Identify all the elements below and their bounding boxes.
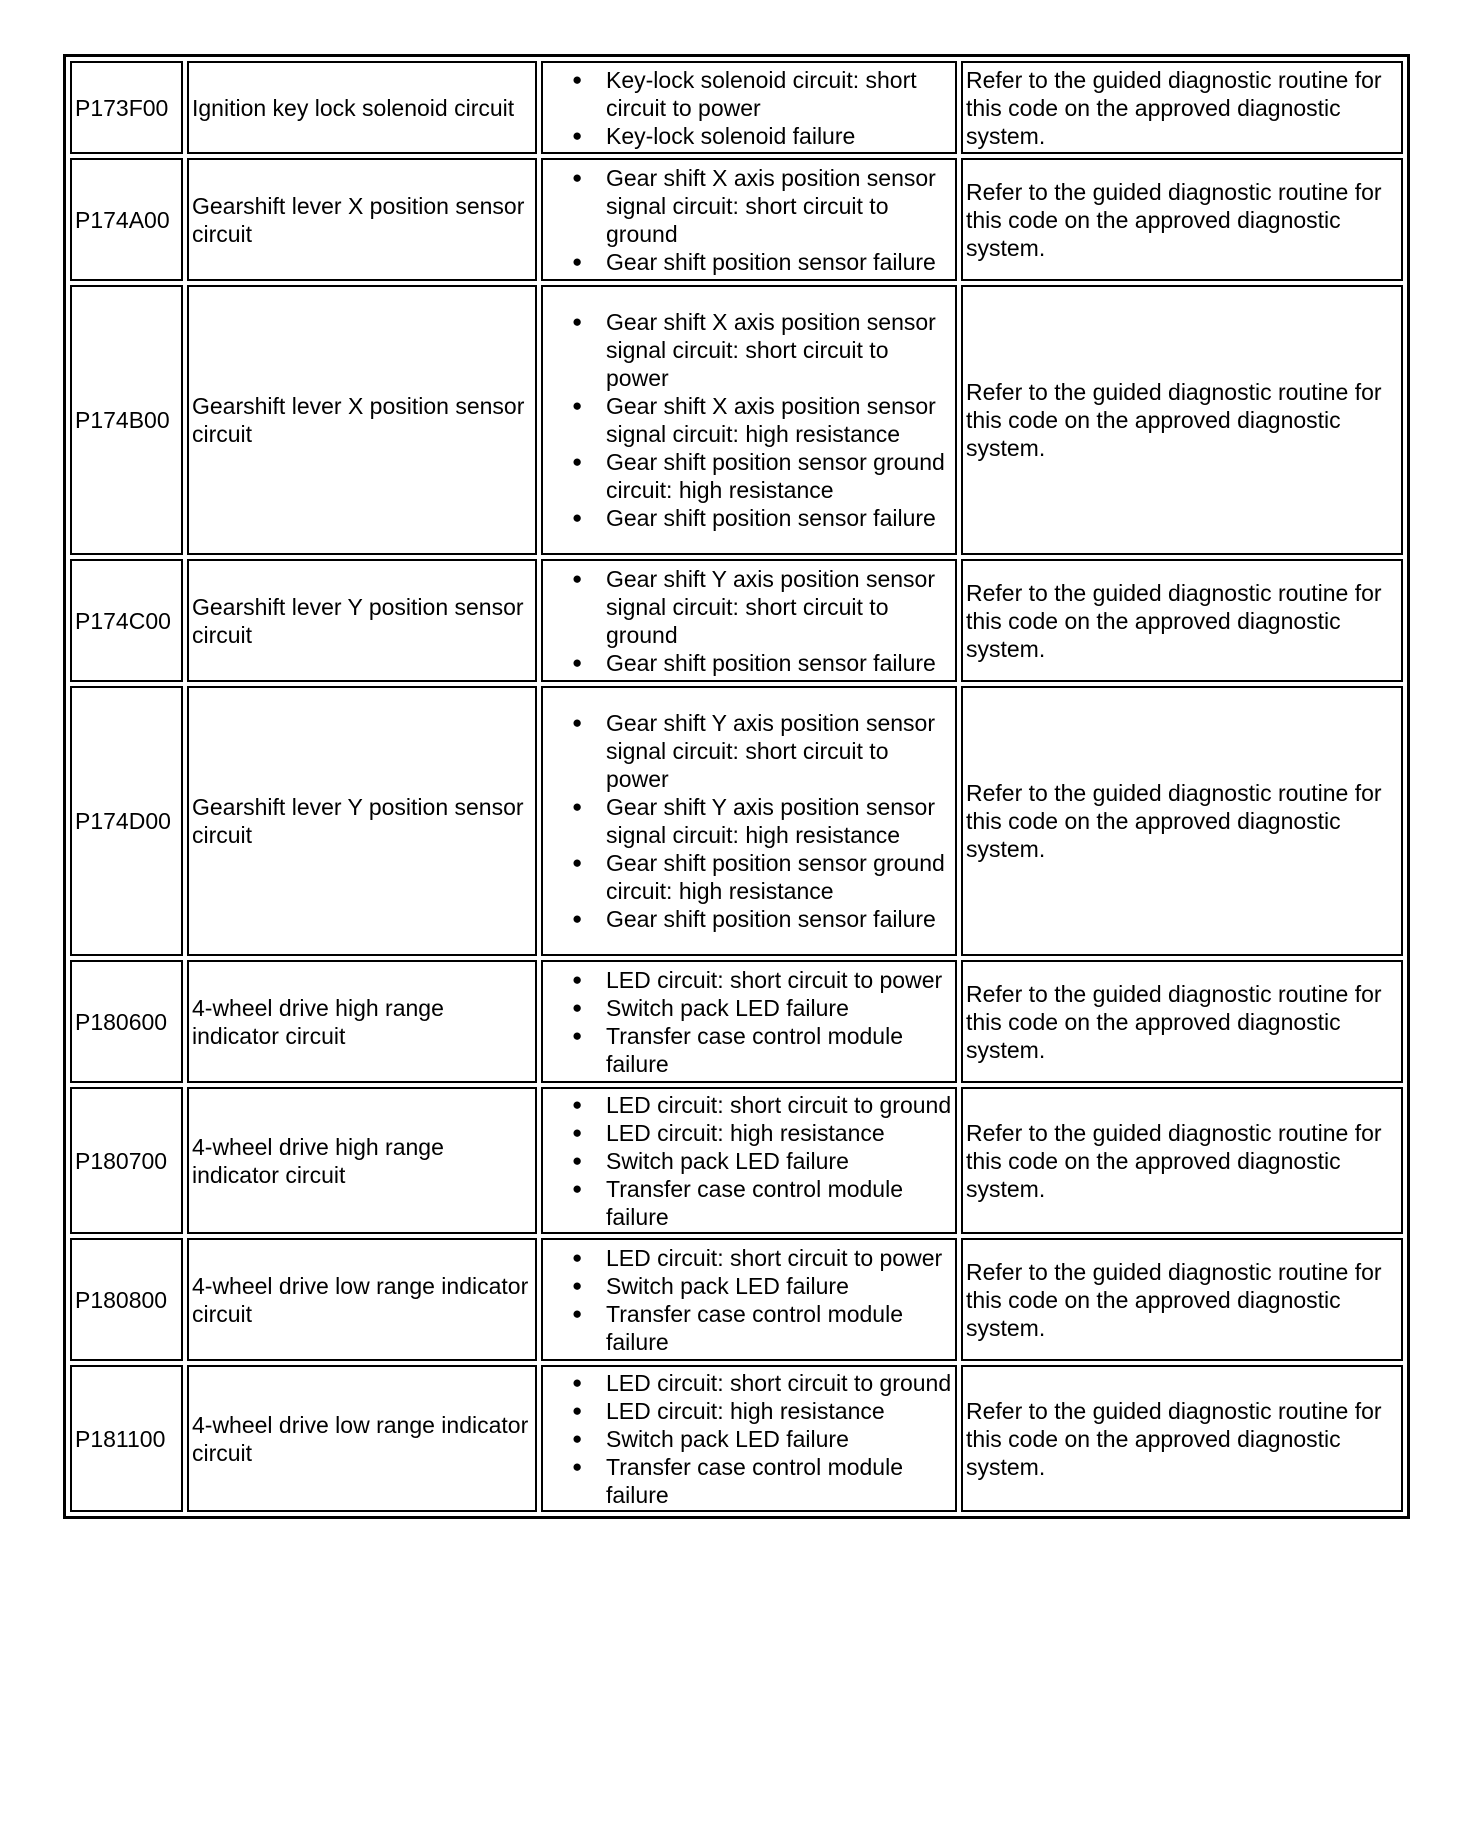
dtc-description-cell: Gearshift lever X position sensor circuit	[187, 285, 537, 555]
possible-cause-item: ● LED circuit: high resistance	[606, 1119, 952, 1147]
possible-cause-item: ● LED circuit: short circuit to power	[606, 1244, 952, 1272]
table-row	[70, 559, 1403, 682]
possible-cause-item: ● Gear shift position sensor failure	[606, 905, 952, 933]
dtc-table-body	[70, 61, 1403, 1512]
possible-cause-item: ● LED circuit: short circuit to ground	[606, 1369, 952, 1397]
possible-cause-item: ● Gear shift Y axis position sensor signal circuit: short circuit to ground	[606, 565, 952, 649]
dtc-description-cell: 4-wheel drive low range indicator circuit	[187, 1238, 537, 1361]
possible-causes-cell	[541, 285, 957, 555]
possible-cause-item: ● Gear shift X axis position sensor signal circuit: short circuit to power	[606, 308, 952, 392]
possible-cause-item: ● Gear shift position sensor failure	[606, 504, 952, 532]
possible-causes-cell	[541, 61, 957, 154]
action-cell: Refer to the guided diagnostic routine for this code on the approved diagnostic system.	[961, 61, 1403, 154]
table-row	[70, 61, 1403, 154]
table-row	[70, 158, 1403, 281]
possible-cause-item: ● Gear shift position sensor failure	[606, 649, 952, 677]
possible-cause-item: ● Gear shift position sensor failure	[606, 248, 952, 276]
possible-causes-cell	[541, 686, 957, 956]
possible-cause-item: ● Key-lock solenoid circuit: short circuit to power	[606, 66, 952, 122]
possible-cause-item: ● Switch pack LED failure	[606, 1272, 952, 1300]
dtc-table-frame	[63, 54, 1410, 1519]
table-row	[70, 1365, 1403, 1512]
possible-causes-list	[546, 709, 952, 933]
action-cell: Refer to the guided diagnostic routine for this code on the approved diagnostic system.	[961, 960, 1403, 1083]
possible-cause-item: ● Transfer case control module failure	[606, 1175, 952, 1231]
possible-causes-list	[546, 1369, 952, 1509]
possible-causes-cell	[541, 1087, 957, 1234]
possible-cause-item: ● Switch pack LED failure	[606, 994, 952, 1022]
possible-cause-item: ● LED circuit: short circuit to ground	[606, 1091, 952, 1119]
dtc-description-cell: Ignition key lock solenoid circuit	[187, 61, 537, 154]
possible-cause-item: ● Gear shift position sensor ground circuit: high resistance	[606, 849, 952, 905]
action-cell: Refer to the guided diagnostic routine for this code on the approved diagnostic system.	[961, 1087, 1403, 1234]
possible-causes-cell	[541, 1365, 957, 1512]
action-cell: Refer to the guided diagnostic routine for this code on the approved diagnostic system.	[961, 686, 1403, 956]
dtc-code-cell: P174A00	[70, 158, 183, 281]
possible-causes-list	[546, 565, 952, 677]
dtc-description-cell: Gearshift lever Y position sensor circuit	[187, 686, 537, 956]
possible-cause-item: ● LED circuit: short circuit to power	[606, 966, 952, 994]
action-cell: Refer to the guided diagnostic routine for this code on the approved diagnostic system.	[961, 1365, 1403, 1512]
possible-cause-item: ● Transfer case control module failure	[606, 1022, 952, 1078]
dtc-code-cell: P174C00	[70, 559, 183, 682]
dtc-code-cell: P181100	[70, 1365, 183, 1512]
table-row	[70, 1087, 1403, 1234]
possible-causes-list	[546, 966, 952, 1078]
possible-cause-item: ● Transfer case control module failure	[606, 1453, 952, 1509]
dtc-description-cell: 4-wheel drive high range indicator circuit	[187, 1087, 537, 1234]
possible-causes-cell	[541, 559, 957, 682]
table-row	[70, 960, 1403, 1083]
dtc-description-cell: Gearshift lever Y position sensor circuit	[187, 559, 537, 682]
possible-causes-list	[546, 1244, 952, 1356]
possible-cause-item: ● Gear shift X axis position sensor signal circuit: high resistance	[606, 392, 952, 448]
action-cell: Refer to the guided diagnostic routine for this code on the approved diagnostic system.	[961, 158, 1403, 281]
action-cell: Refer to the guided diagnostic routine for this code on the approved diagnostic system.	[961, 559, 1403, 682]
possible-causes-list	[546, 66, 952, 150]
possible-causes-list	[546, 1091, 952, 1231]
possible-causes-cell	[541, 960, 957, 1083]
dtc-description-cell: 4-wheel drive low range indicator circuit	[187, 1365, 537, 1512]
action-cell: Refer to the guided diagnostic routine for this code on the approved diagnostic system.	[961, 1238, 1403, 1361]
possible-cause-item: ● Transfer case control module failure	[606, 1300, 952, 1356]
possible-cause-item: ● Gear shift Y axis position sensor signal circuit: high resistance	[606, 793, 952, 849]
possible-causes-cell	[541, 158, 957, 281]
dtc-table	[66, 57, 1407, 1516]
possible-cause-item: ● Gear shift Y axis position sensor signal circuit: short circuit to power	[606, 709, 952, 793]
possible-cause-item: ● Switch pack LED failure	[606, 1147, 952, 1175]
possible-causes-list	[546, 308, 952, 532]
dtc-code-cell: P174D00	[70, 686, 183, 956]
possible-cause-item: ● Gear shift X axis position sensor signal circuit: short circuit to ground	[606, 164, 952, 248]
possible-causes-list	[546, 164, 952, 276]
table-row	[70, 285, 1403, 555]
possible-cause-item: ● Switch pack LED failure	[606, 1425, 952, 1453]
action-cell: Refer to the guided diagnostic routine for this code on the approved diagnostic system.	[961, 285, 1403, 555]
dtc-code-cell: P180600	[70, 960, 183, 1083]
dtc-description-cell: 4-wheel drive high range indicator circuit	[187, 960, 537, 1083]
dtc-code-cell: P173F00	[70, 61, 183, 154]
dtc-code-cell: P180800	[70, 1238, 183, 1361]
dtc-code-cell: P180700	[70, 1087, 183, 1234]
dtc-code-cell: P174B00	[70, 285, 183, 555]
possible-cause-item: ● Gear shift position sensor ground circuit: high resistance	[606, 448, 952, 504]
table-row	[70, 1238, 1403, 1361]
possible-cause-item: ● Key-lock solenoid failure	[606, 122, 952, 150]
possible-causes-cell	[541, 1238, 957, 1361]
possible-cause-item: ● LED circuit: high resistance	[606, 1397, 952, 1425]
table-row	[70, 686, 1403, 956]
dtc-description-cell: Gearshift lever X position sensor circuit	[187, 158, 537, 281]
